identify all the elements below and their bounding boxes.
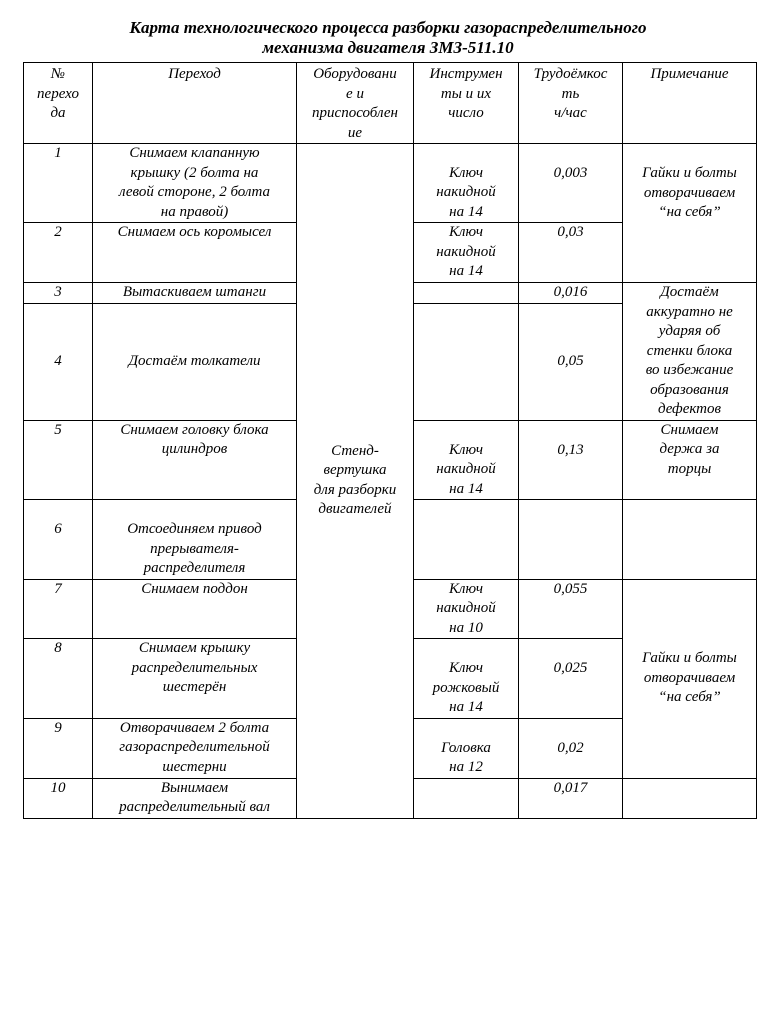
process-table [23, 62, 757, 819]
header-row [24, 63, 757, 144]
title-line-1: Карта технологического процесса разборки газораспределительного [129, 18, 647, 37]
row-step: Отворачиваем 2 болта газораспределительной шестерни [93, 718, 297, 778]
row-labor: 0,02 [519, 718, 623, 778]
row-labor: 0,03 [519, 223, 623, 283]
row-labor [519, 500, 623, 580]
row-num: 3 [24, 283, 93, 304]
row-num: 4 [24, 303, 93, 420]
row-step: Снимаем головку блока цилиндров [93, 420, 297, 500]
row-labor: 0,003 [519, 144, 623, 223]
row-step: Вынимаем распределительный вал [93, 778, 297, 818]
row-step: Снимаем клапанную крышку (2 болта на левой стороне, 2 болта на правой) [93, 144, 297, 223]
row-num: 1 [24, 144, 93, 223]
document-title [24, 18, 752, 58]
row-num: 7 [24, 579, 93, 639]
row-num: 5 [24, 420, 93, 500]
row-labor: 0,13 [519, 420, 623, 500]
row-labor: 0,055 [519, 579, 623, 639]
note-cell: Снимаем держа за торцы [623, 420, 757, 500]
row-tool: Головка на 12 [414, 718, 519, 778]
title-line-2: механизма двигателя ЗМЗ-511.10 [262, 38, 514, 57]
row-step: Снимаем крышку распределительных шестерён [93, 639, 297, 719]
header-num: № перехо да [24, 63, 93, 144]
row-tool: Ключ рожковый на 14 [414, 639, 519, 719]
row-step: Отсоединяем привод прерывателя- распределителя [93, 500, 297, 580]
row-step: Снимаем поддон [93, 579, 297, 639]
row-num: 8 [24, 639, 93, 719]
row-num: 10 [24, 778, 93, 818]
row-step: Достаём толкатели [93, 303, 297, 420]
row-labor: 0,025 [519, 639, 623, 719]
row-num: 6 [24, 500, 93, 580]
row-tool: Ключ накидной на 14 [414, 420, 519, 500]
row-tool: Ключ накидной на 14 [414, 144, 519, 223]
note-cell: Достаём аккуратно не ударяя об стенки блока во избежание образования дефектов [623, 283, 757, 421]
note-cell [623, 500, 757, 580]
row-tool [414, 500, 519, 580]
header-tools: Инструмен ты и их число [414, 63, 519, 144]
row-labor: 0,05 [519, 303, 623, 420]
row-step: Снимаем ось коромысел [93, 223, 297, 283]
note-cell [623, 778, 757, 818]
note-cell: Гайки и болты отворачиваем “на себя” [623, 144, 757, 283]
row-tool: Ключ накидной на 14 [414, 223, 519, 283]
row-tool [414, 283, 519, 304]
row-step: Вытаскиваем штанги [93, 283, 297, 304]
header-equipment: Оборудовани е и приспособлен ие [297, 63, 414, 144]
header-labor: Трудоёмкос ть ч/час [519, 63, 623, 144]
header-step: Переход [93, 63, 297, 144]
row-num: 2 [24, 223, 93, 283]
row-tool [414, 303, 519, 420]
row-tool [414, 778, 519, 818]
row-num: 9 [24, 718, 93, 778]
table-row [24, 144, 757, 223]
equipment-cell: Стенд- вертушка для разборки двигателей [297, 144, 414, 819]
note-cell: Гайки и болты отворачиваем “на себя” [623, 579, 757, 778]
header-note: Примечание [623, 63, 757, 144]
row-labor: 0,016 [519, 283, 623, 304]
row-tool: Ключ накидной на 10 [414, 579, 519, 639]
row-labor: 0,017 [519, 778, 623, 818]
